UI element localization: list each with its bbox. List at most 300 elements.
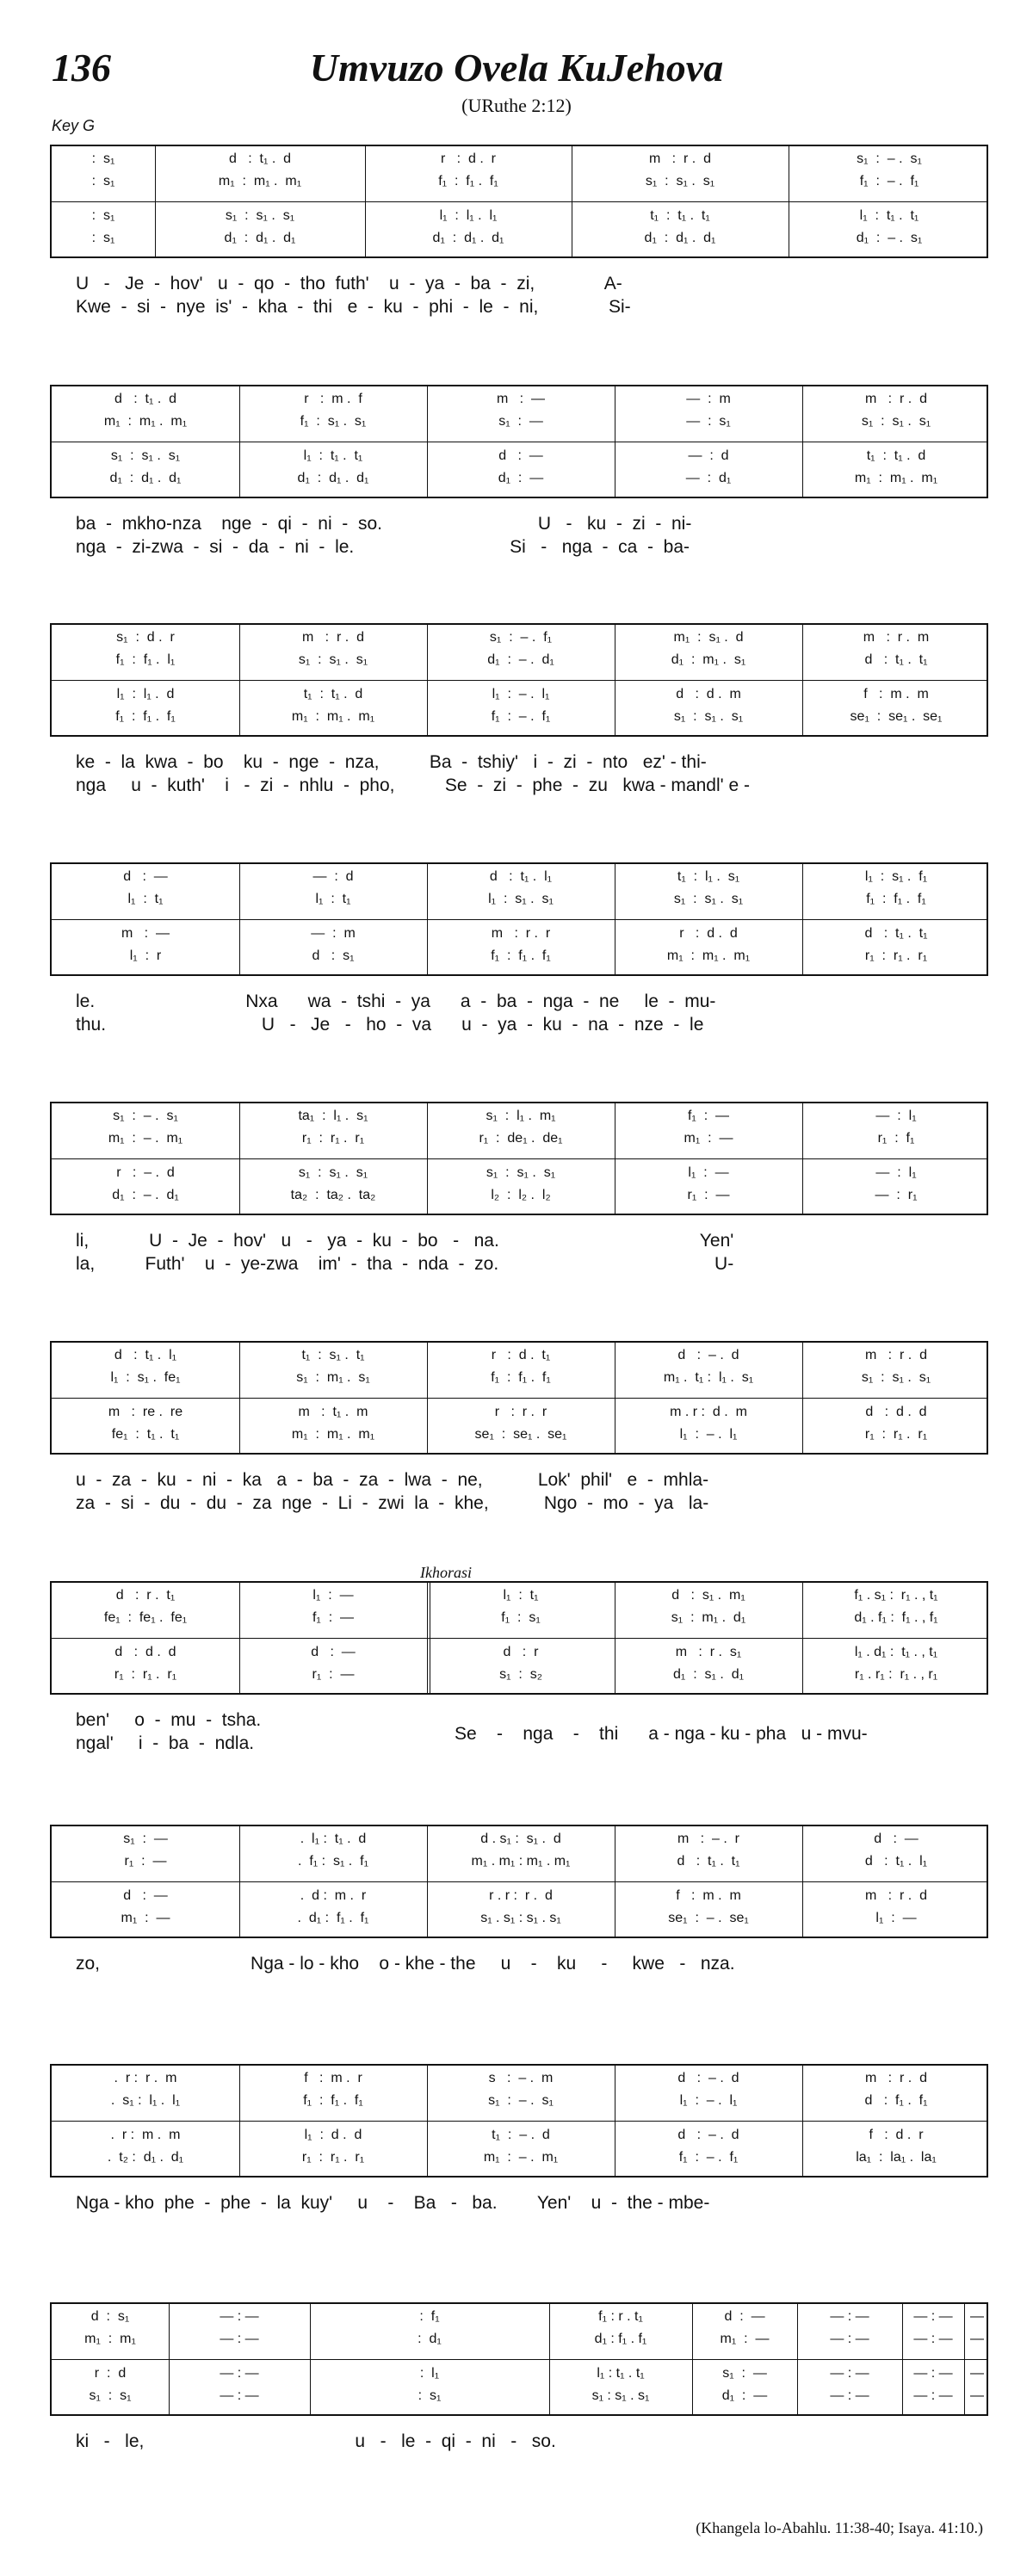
note-group: m : re . re	[108, 1405, 183, 1419]
note-group: s₁ : s₁ . s₁	[673, 709, 744, 724]
voice-row	[52, 1109, 987, 1129]
note-group: d : f₁ . f₁	[864, 2093, 928, 2108]
note-group: m₁ . t₁ : l₁ . s₁	[663, 1370, 754, 1385]
note-group: r₁ . r₁ : r₁ . , r₁	[854, 1667, 938, 1682]
note-group: f₁ : f₁ . l₁	[115, 652, 176, 667]
lyrics	[50, 2431, 988, 2455]
note-group: l₁ : – . l₁	[492, 687, 550, 701]
note-group: d : t₁ . l₁	[114, 1348, 177, 1362]
note-group: r₁ : f₁	[877, 1131, 915, 1146]
note-group: l₁ : —	[875, 1911, 917, 1925]
note-group: ta₂ : ta₂ . ta₂	[290, 1188, 376, 1202]
note-group: t₁ : – . d	[492, 2128, 550, 2142]
note-group: f₁ : f₁ . f₁	[491, 948, 551, 963]
lyric-line: thu. U - Je - ho - va u - ya - ku - na - nze - le	[76, 1015, 704, 1035]
note-group: m : r . d	[301, 630, 364, 645]
note-group: m₁ : m₁ . m₁	[291, 709, 375, 724]
lyric-line: ba - mkho-nza nge - qi - ni - so. U - ku - zi - ni-	[76, 514, 692, 534]
note-group: d : d . m	[676, 687, 741, 701]
note-group: f₁ : —	[312, 1610, 355, 1625]
lyrics	[50, 752, 988, 799]
note-group: m₁ : —	[121, 1911, 170, 1925]
lyric-line: nga - zi-zwa - si - da - ni - le. Si - nga - ca - ba-	[76, 537, 690, 557]
staff-divider	[52, 1158, 987, 1159]
staff	[50, 385, 988, 498]
note-group: l₁ . d₁ : t₁ . , t₁	[854, 1645, 938, 1659]
voice-row	[52, 208, 987, 229]
note-group: s₁ : s₁ . s₁	[861, 414, 931, 429]
note-group: d₁ : s₁ . d₁	[673, 1667, 744, 1682]
key-signature: Key G	[52, 117, 96, 134]
lyrics	[50, 514, 988, 560]
note-group: fe₁ : t₁ . t₁	[111, 1427, 180, 1442]
note-group: . r : r . m	[114, 2071, 177, 2085]
note-group: t₁ : s₁ . t₁	[301, 1348, 365, 1362]
note-group: f₁ : —	[687, 1109, 730, 1123]
note-group: l₁ : t₁	[127, 892, 164, 906]
note-group: l₁ : —	[312, 1588, 354, 1603]
note-group: m : t₁ . m	[298, 1405, 368, 1419]
note-group: r₁ : —	[124, 1854, 167, 1869]
note-group: . d₁ : f₁ . f₁	[297, 1911, 369, 1925]
note-group: m : —	[497, 392, 545, 406]
note-group: d : —	[123, 1888, 168, 1903]
note-group: m₁ : – . m₁	[483, 2150, 559, 2165]
hymn-title: Umvuzo Ovela KuJehova	[309, 46, 724, 90]
note-group: l₁ : d . d	[304, 2128, 362, 2142]
voice-row	[52, 392, 987, 412]
note-group: d : t₁ . d	[114, 392, 177, 406]
lyric-line: ngal' i - ba - ndla.	[76, 1733, 255, 1753]
voice-row	[52, 2128, 987, 2148]
note-group: s₁ : s₁ . s₁	[110, 448, 181, 463]
note-group: d₁ : f₁ . f₁	[594, 2332, 647, 2346]
note-group: r₁ : r₁ . r₁	[301, 1131, 365, 1146]
note-group: d : —	[123, 869, 168, 884]
note-group: t₁ : t₁ . d	[866, 448, 926, 463]
voice-row	[52, 630, 987, 651]
note-group: m₁ : – . m₁	[108, 1131, 183, 1146]
music-system	[50, 1102, 988, 1274]
note-group: — : r₁	[875, 1188, 918, 1202]
note-group: — : m	[311, 926, 356, 941]
voice-row	[52, 1588, 987, 1609]
note-group: m₁ : m₁ . m₁	[854, 471, 938, 485]
voice-row	[52, 174, 987, 195]
note-group: d : – . d	[677, 2071, 739, 2085]
note-group: d₁ : d₁ . d₁	[224, 231, 296, 245]
voice-row	[52, 2150, 987, 2171]
note-group: m : r . s₁	[675, 1645, 742, 1659]
note-group: . r : m . m	[110, 2128, 181, 2142]
note-group: s₁ . s₁ : s₁ . s₁	[480, 1911, 561, 1925]
note-group: f : m . m	[863, 687, 929, 701]
note-group: — : —	[830, 2366, 869, 2381]
note-group: f₁ : f₁ . f₁	[866, 892, 926, 906]
note-group: s₁ : s₁ . s₁	[298, 652, 368, 667]
note-group: d : t₁ . t₁	[677, 1854, 740, 1869]
note-group: : f₁	[419, 2309, 440, 2324]
note-group: — : —	[830, 2388, 869, 2403]
note-group: d : —	[498, 448, 543, 463]
note-group: m : r . d	[864, 2071, 927, 2085]
note-group: l₁ : s₁ . s₁	[488, 892, 554, 906]
staff	[50, 623, 988, 737]
staff-divider	[52, 1398, 987, 1399]
note-group: — : —	[913, 2309, 953, 2324]
voice-row	[52, 1832, 987, 1852]
voice-row	[52, 892, 987, 912]
note-group: d₁ : —	[498, 471, 544, 485]
note-group: d : r . t₁	[115, 1588, 176, 1603]
staff-divider	[52, 919, 987, 920]
note-group: — : —	[220, 2388, 259, 2403]
staff	[50, 1825, 988, 1938]
note-group: l₁ : t₁ . t₁	[303, 448, 363, 463]
note-group: l₂ : l₂ . l₂	[491, 1188, 551, 1202]
note-group: r : d	[94, 2366, 127, 2381]
note-group: m : r . d	[648, 151, 711, 166]
note-group: f₁ : – . f₁	[678, 2150, 739, 2165]
note-group: m₁ : m₁ . m₁	[291, 1427, 375, 1442]
note-group: r : d . t₁	[491, 1348, 551, 1362]
note-group: f₁ : s₁ . s₁	[300, 414, 367, 429]
note-group: s₁ : —	[498, 414, 543, 429]
note-group: f₁ : – . f₁	[859, 174, 919, 188]
note-group: ta₁ : l₁ . s₁	[298, 1109, 368, 1123]
note-group: f₁ : – . f₁	[491, 709, 551, 724]
note-group: r₁ : —	[687, 1188, 730, 1202]
note-group: m₁ : —	[720, 2332, 770, 2346]
note-group: l₁ : – . l₁	[679, 1427, 738, 1442]
note-group: l₁ : s₁ . f₁	[864, 869, 928, 884]
note-group: f : d . r	[869, 2128, 924, 2142]
note-group: r : – . d	[116, 1165, 175, 1180]
lyric-line: u - za - ku - ni - ka a - ba - za - lwa - ne, Lok' phil' e - mhla-	[76, 1470, 709, 1490]
note-group: : s₁	[91, 231, 115, 245]
note-group: m : r . r	[491, 926, 551, 941]
note-group: m₁ : —	[684, 1131, 733, 1146]
note-group: l₁ : —	[688, 1165, 729, 1180]
voice-row	[52, 1667, 987, 1688]
note-group: s₁ : s₁ . s₁	[645, 174, 715, 188]
note-group: f : m . r	[304, 2071, 362, 2085]
note-group: l₁ : t₁ . t₁	[597, 2366, 645, 2381]
lyrics	[50, 991, 988, 1038]
note-group: — : —	[913, 2388, 953, 2403]
section-label-chorus: Ikhorasi	[420, 1564, 472, 1581]
note-group: t₁ : l₁ . s₁	[677, 869, 740, 884]
note-group: d₁ : d₁ . d₁	[297, 471, 369, 485]
note-group: — : s₁	[686, 414, 731, 429]
lyric-line: Kwe - si - nye is' - kha - thi e - ku - phi - le - ni, Si-	[76, 297, 631, 317]
note-group: la₁ : la₁ . la₁	[856, 2150, 937, 2165]
lyric-line-chorus: Se - nga - thi a - nga - ku - pha u - mvu-	[455, 1724, 868, 1744]
note-group: d : —	[874, 1832, 919, 1846]
voice-row	[52, 471, 987, 491]
note-group: s₁ : – . f₁	[489, 630, 553, 645]
note-group: — : —	[220, 2366, 259, 2381]
voice-row	[52, 231, 987, 251]
note-group: d : —	[311, 1645, 356, 1659]
note-group: s₁ : s₁ . s₁	[673, 892, 744, 906]
note-group: . t₂ : d₁ . d₁	[107, 2150, 184, 2165]
note-group: f₁ : f₁ . f₁	[303, 2093, 363, 2108]
note-group: d : —	[724, 2309, 765, 2324]
note-group: m₁ : m₁ . m₁	[218, 174, 302, 188]
note-group: f₁ : r . t₁	[598, 2309, 643, 2324]
lyrics	[50, 1231, 988, 1277]
note-group: . l₁ : t₁ . d	[300, 1832, 367, 1846]
voice-row	[52, 2366, 987, 2387]
lyrics	[50, 2193, 988, 2216]
note-group: s₁ : – . s₁	[488, 2093, 554, 2108]
note-group: f₁ . s₁ : r₁ . , t₁	[854, 1588, 938, 1603]
note-group: s : – . m	[488, 2071, 554, 2085]
note-group: — : —	[913, 2332, 953, 2346]
staff	[50, 862, 988, 976]
note-group: d : t₁ . l₁	[489, 869, 553, 884]
note-group: r₁ : de₁ . de₁	[479, 1131, 563, 1146]
note-group: r₁ : r₁ . r₁	[864, 1427, 928, 1442]
note-group: m₁ : m₁ . m₁	[666, 948, 751, 963]
note-group: d₁ : – . s₁	[856, 231, 923, 245]
note-group: se₁ : se₁ . se₁	[850, 709, 943, 724]
voice-row	[52, 1911, 987, 1931]
note-group: : l₁	[419, 2366, 440, 2381]
voice-row	[52, 1645, 987, 1665]
voice-row	[52, 1370, 987, 1391]
voice-row	[52, 1348, 987, 1368]
note-group: r₁ : r₁ . r₁	[114, 1667, 177, 1682]
note-group: m₁ : m₁ . m₁	[103, 414, 188, 429]
note-group: — : d	[688, 448, 729, 463]
note-group: m : r . d	[864, 392, 927, 406]
note-group: — : l₁	[875, 1109, 917, 1123]
note-group: s₁ : s₁ . s₁	[591, 2388, 650, 2403]
voice-row	[52, 926, 987, 947]
note-group: l₁ : r	[129, 948, 162, 963]
voice-row	[52, 448, 987, 469]
note-group: . s₁ : l₁ . l₁	[110, 2093, 181, 2108]
lyric-line: za - si - du - du - za nge - Li - zwi la - khe, Ngo - mo - ya la-	[76, 1493, 709, 1513]
music-system	[50, 623, 988, 795]
note-group: d : – . d	[677, 1348, 739, 1362]
note-group: t₁ : t₁ . t₁	[650, 208, 710, 223]
lyric-line: li, U - Je - hov' u - ya - ku - bo - na. Yen'	[76, 1231, 734, 1251]
note-group: m : r . d	[864, 1888, 927, 1903]
note-group: d₁ : – . d₁	[487, 652, 554, 667]
note-group: s₁ : d . r	[116, 630, 175, 645]
voice-row	[52, 709, 987, 730]
voice-row	[52, 2332, 987, 2352]
note-group: d : t₁ . d	[228, 151, 292, 166]
note-group: l₁ : l₁ . d	[116, 687, 175, 701]
voice-row	[52, 869, 987, 890]
voice-row	[52, 1405, 987, 1425]
note-group: : s₁	[91, 208, 115, 223]
lyric-line: zo, Nga - lo - kho o - khe - the u - ku - kwe - nza.	[76, 1954, 735, 1974]
note-group: — : d₁	[685, 471, 732, 485]
staff	[50, 1341, 988, 1455]
staff-divider	[52, 1881, 987, 1882]
voice-row	[52, 687, 987, 707]
voice-row	[52, 2093, 987, 2114]
note-group: : s₁	[418, 2388, 442, 2403]
music-system	[50, 1341, 988, 1513]
music-system	[50, 1825, 988, 1974]
note-group: s₁ : m₁ . s₁	[296, 1370, 370, 1385]
hymn-number: 136	[52, 46, 111, 90]
lyric-line: ben' o - mu - tsha.	[76, 1710, 262, 1730]
voice-row	[52, 1888, 987, 1909]
lyric-line: U - Je - hov' u - qo - tho futh' u - ya - ba - zi, A-	[76, 274, 622, 293]
note-group: — : —	[913, 2366, 953, 2381]
note-group: : s₁	[91, 151, 115, 166]
note-group: r₁ : r₁ . r₁	[864, 948, 928, 963]
note-group: se₁ : – . se₁	[668, 1911, 749, 1925]
note-group: —	[970, 2332, 984, 2346]
note-group: l₁ : t₁	[315, 892, 351, 906]
staff-divider	[52, 2359, 987, 2360]
voice-row	[52, 1610, 987, 1631]
voice-row	[52, 1854, 987, 1875]
note-group: — : —	[830, 2309, 869, 2324]
note-group: l₁ : l₁ . l₁	[439, 208, 498, 223]
scripture-reference: (Khangela lo-Abahlu. 11:38-40; Isaya. 41:10.)	[696, 2519, 983, 2536]
note-group: d : t₁ . t₁	[864, 652, 928, 667]
note-group: r₁ : —	[312, 1667, 355, 1682]
voice-row	[52, 414, 987, 435]
note-group: : d₁	[418, 2332, 442, 2346]
note-group: d₁ : d₁ . d₁	[109, 471, 182, 485]
note-group: m . r : d . m	[670, 1405, 747, 1419]
staff	[50, 2064, 988, 2178]
note-group: : s₁	[91, 174, 115, 188]
note-group: —	[970, 2309, 984, 2324]
note-group: l₁ : t₁	[503, 1588, 539, 1603]
note-group: s₁ : s₁ . s₁	[861, 1370, 931, 1385]
note-group: d₁ : m₁ . s₁	[671, 652, 746, 667]
voice-row	[52, 652, 987, 673]
music-system	[50, 862, 988, 1035]
note-group: d : d . d	[865, 1405, 927, 1419]
note-group: f₁ : f₁ . f₁	[438, 174, 498, 188]
voice-row	[52, 2309, 987, 2330]
voice-row	[52, 1427, 987, 1448]
note-group: d₁ : d₁ . d₁	[644, 231, 716, 245]
note-group: r . r : r . d	[489, 1888, 553, 1903]
lyric-line: Nga - kho phe - phe - la kuy' u - Ba - ba. Yen' u - the - mbe-	[76, 2193, 710, 2213]
note-group: l₁ : – . l₁	[679, 2093, 738, 2108]
music-system	[50, 145, 988, 317]
note-group: f : m . m	[676, 1888, 741, 1903]
note-group: r : d . d	[679, 926, 738, 941]
note-group: r : m . f	[304, 392, 362, 406]
note-group: d : s₁ . m₁	[671, 1588, 745, 1603]
note-group: s₁ : s₁ . s₁	[298, 1165, 368, 1180]
note-group: s₁ : – . s₁	[857, 151, 922, 166]
note-group: — : m	[686, 392, 731, 406]
note-group: m : r . d	[864, 1348, 927, 1362]
note-group: — : —	[220, 2332, 259, 2346]
lyric-line: nga u - kuth' i - zi - nhlu - pho, Se - zi - phe - zu kwa - mandl' e -	[76, 775, 750, 795]
note-group: — : —	[220, 2309, 259, 2324]
note-group: r₁ : r₁ . r₁	[301, 2150, 365, 2165]
staff	[50, 145, 988, 258]
note-group: d : s₁	[312, 948, 355, 963]
staff-divider	[52, 680, 987, 681]
music-system	[50, 385, 988, 557]
lyrics	[50, 1470, 988, 1517]
note-group: t₁ : t₁ . d	[303, 687, 363, 701]
note-group: se₁ : se₁ . se₁	[474, 1427, 567, 1442]
lyric-line: ke - la kwa - bo ku - nge - nza, Ba - tshiy' i - zi - nto ez' - thi-	[76, 752, 707, 772]
note-group: f₁ : f₁ . f₁	[115, 709, 176, 724]
staff	[50, 1581, 988, 1695]
voice-row	[52, 948, 987, 969]
lyrics	[50, 274, 988, 320]
note-group: m₁ : s₁ . d	[673, 630, 744, 645]
note-group: m : —	[121, 926, 170, 941]
note-group: fe₁ : fe₁ . fe₁	[103, 1610, 188, 1625]
note-group: m₁ . m₁ : m₁ . m₁	[471, 1854, 571, 1869]
lyric-line: ki - le, u - le - qi - ni - so.	[76, 2431, 556, 2451]
note-group: s₁ : —	[722, 2366, 767, 2381]
note-group: d : d . d	[114, 1645, 176, 1659]
note-group: s₁ : – . s₁	[113, 1109, 178, 1123]
voice-row	[52, 2388, 987, 2409]
note-group: d₁ . f₁ : f₁ . , f₁	[854, 1610, 938, 1625]
note-group: — : —	[830, 2332, 869, 2346]
note-group: d . s₁ : s₁ . d	[480, 1832, 561, 1846]
note-group: d₁ : —	[721, 2388, 768, 2403]
note-group: s₁ : m₁ . d₁	[671, 1610, 746, 1625]
note-group: d : t₁ . l₁	[864, 1854, 928, 1869]
note-group: m₁ : m₁	[84, 2332, 136, 2346]
music-system	[50, 1581, 988, 1753]
note-group: — : d	[312, 869, 354, 884]
staff-divider	[52, 1638, 987, 1639]
note-group: d : t₁ . t₁	[864, 926, 928, 941]
note-group: . d : m . r	[300, 1888, 367, 1903]
staff-divider	[52, 201, 987, 202]
music-system	[50, 2064, 988, 2213]
note-group: m : r . m	[863, 630, 930, 645]
note-group: f₁ : s₁	[501, 1610, 541, 1625]
note-group: d : r	[503, 1645, 539, 1659]
note-group: s₁ : s₂	[499, 1667, 542, 1682]
note-group: . f₁ : s₁ . f₁	[298, 1854, 368, 1869]
note-group: —	[970, 2388, 984, 2403]
lyric-line: la, Futh' u - ye-zwa im' - tha - nda - zo. U-	[76, 1254, 734, 1274]
note-group: s₁ : —	[123, 1832, 168, 1846]
note-group: s₁ : s₁ . s₁	[225, 208, 295, 223]
voice-row	[52, 1188, 987, 1208]
staff-divider	[52, 2121, 987, 2122]
note-group: s₁ : l₁ . m₁	[486, 1109, 556, 1123]
lyrics	[50, 1954, 988, 1977]
note-group: d₁ : d₁ . d₁	[432, 231, 504, 245]
note-group: l₁ : s₁ . fe₁	[110, 1370, 181, 1385]
scripture-subtitle: (URuthe 2:12)	[461, 95, 572, 116]
voice-row	[52, 1131, 987, 1152]
note-group: d₁ : – . d₁	[112, 1188, 179, 1202]
note-group: m : – . r	[677, 1832, 739, 1846]
music-system	[50, 2302, 988, 2451]
note-group: r : d . r	[440, 151, 496, 166]
note-group: —	[970, 2366, 984, 2381]
